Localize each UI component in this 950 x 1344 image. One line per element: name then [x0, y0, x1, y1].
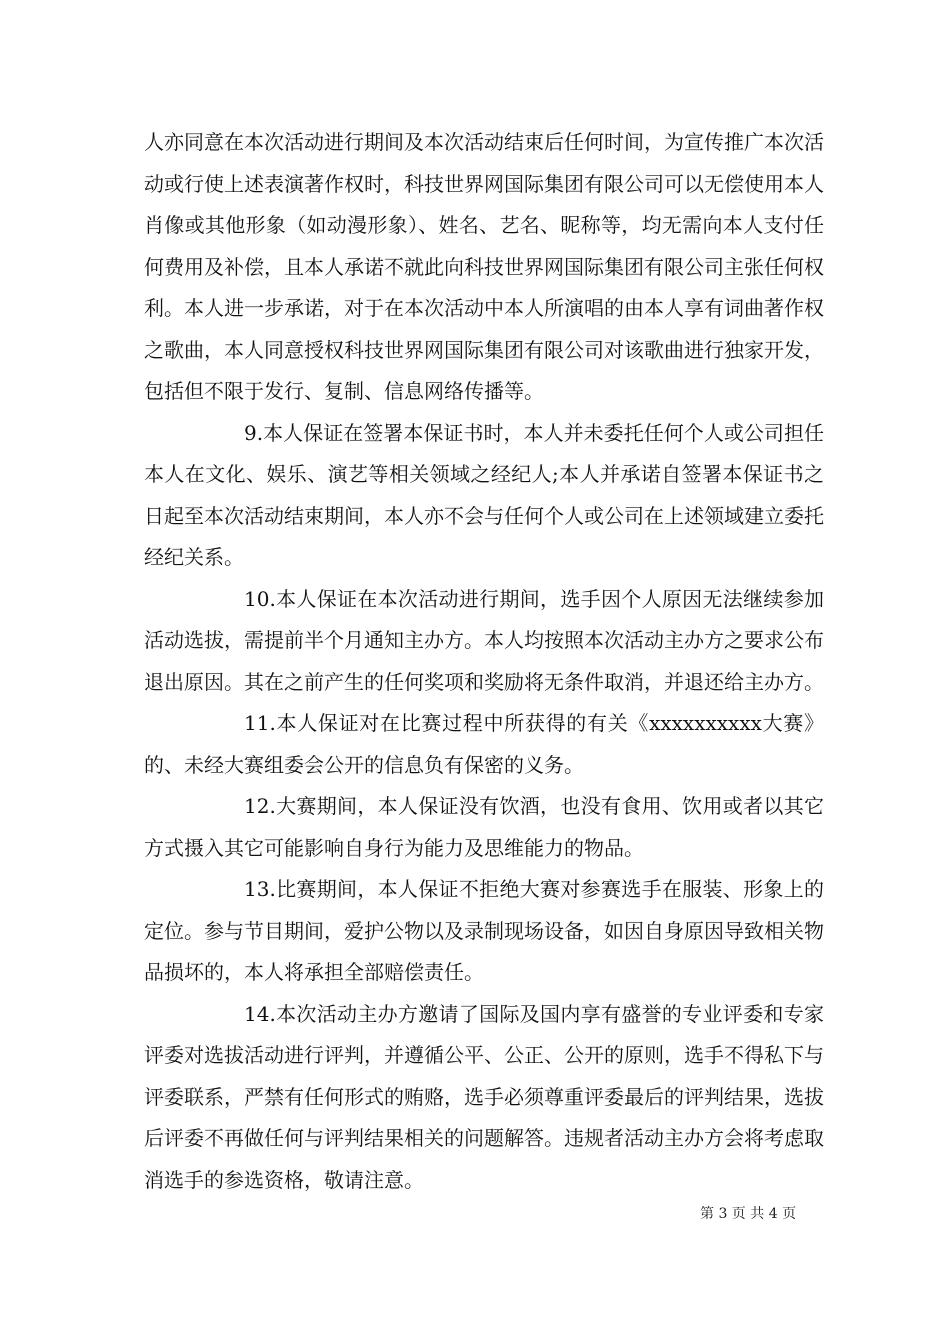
paragraph-clause-10: 10.本人保证在本次活动进行期间，选手因个人原因无法继续参加活动选拔，需提前半个月通知主办方。本人均按照本次活动主办方之要求公布退出原因。其在之前产生的任何奖项和奖励将无条件取消，并退还给主办方。 — [144, 586, 824, 694]
paragraph-clause-12: 12.大赛期间，本人保证没有饮酒，也没有食用、饮用或者以其它方式摄入其它可能影响自身行为能力及思维能力的物品。 — [144, 794, 824, 860]
paragraph-clause-14: 14.本次活动主办方邀请了国际及国内享有盛誉的专业评委和专家评委对选拔活动进行评判，并遵循公平、公正、公开的原则，选手不得私下与评委联系，严禁有任何形式的贿赂，选手必须尊重评委最后的评判结果，选拔后评委不再做任何与评判结果相关的问题解答。违规者活动主办方会将考虑取消选手的参选资格，敬请注意。 — [144, 1001, 824, 1192]
page-number-footer: 第 3 页 共 4 页 — [700, 1206, 797, 1222]
paragraph-clause-9: 9.本人保证在签署本保证书时，本人并未委托任何个人或公司担任本人在文化、娱乐、演艺等相关领域之经纪人;本人并承诺自签署本保证书之日起至本次活动结束期间，本人亦不会与任何个人或公司在上述领域建立委托经纪关系。 — [144, 420, 824, 569]
paragraph-clause-13: 13.比赛期间，本人保证不拒绝大赛对参赛选手在服装、形象上的定位。参与节目期间，爱护公物以及录制现场设备，如因自身原因导致相关物品损坏的，本人将承担全部赔偿责任。 — [144, 877, 824, 984]
paragraph-continuation: 人亦同意在本次活动进行期间及本次活动结束后任何时间，为宣传推广本次活动或行使上述表演著作权时，科技世界网国际集团有限公司可以无偿使用本人肖像或其他形象（如动漫形象）、姓名、艺名、昵称等，均无需向本人支付任何费用及补偿，且本人承诺不就此向科技世界网国际集团有限公司主张任何权利。本人进一步承诺，对于在本次活动中本人所演唱的由本人享有词曲著作权之歌曲，本人同意授权科技世界网国际集团有限公司对该歌曲进行独家开发，包括但不限于发行、复制、信息网络传播等。 — [144, 130, 824, 403]
document-body — [144, 122, 824, 1201]
paragraph-clause-11: 11.本人保证对在比赛过程中所获得的有关《xxxxxxxxxx大赛》的、未经大赛组委会公开的信息负有保密的义务。 — [144, 711, 824, 777]
